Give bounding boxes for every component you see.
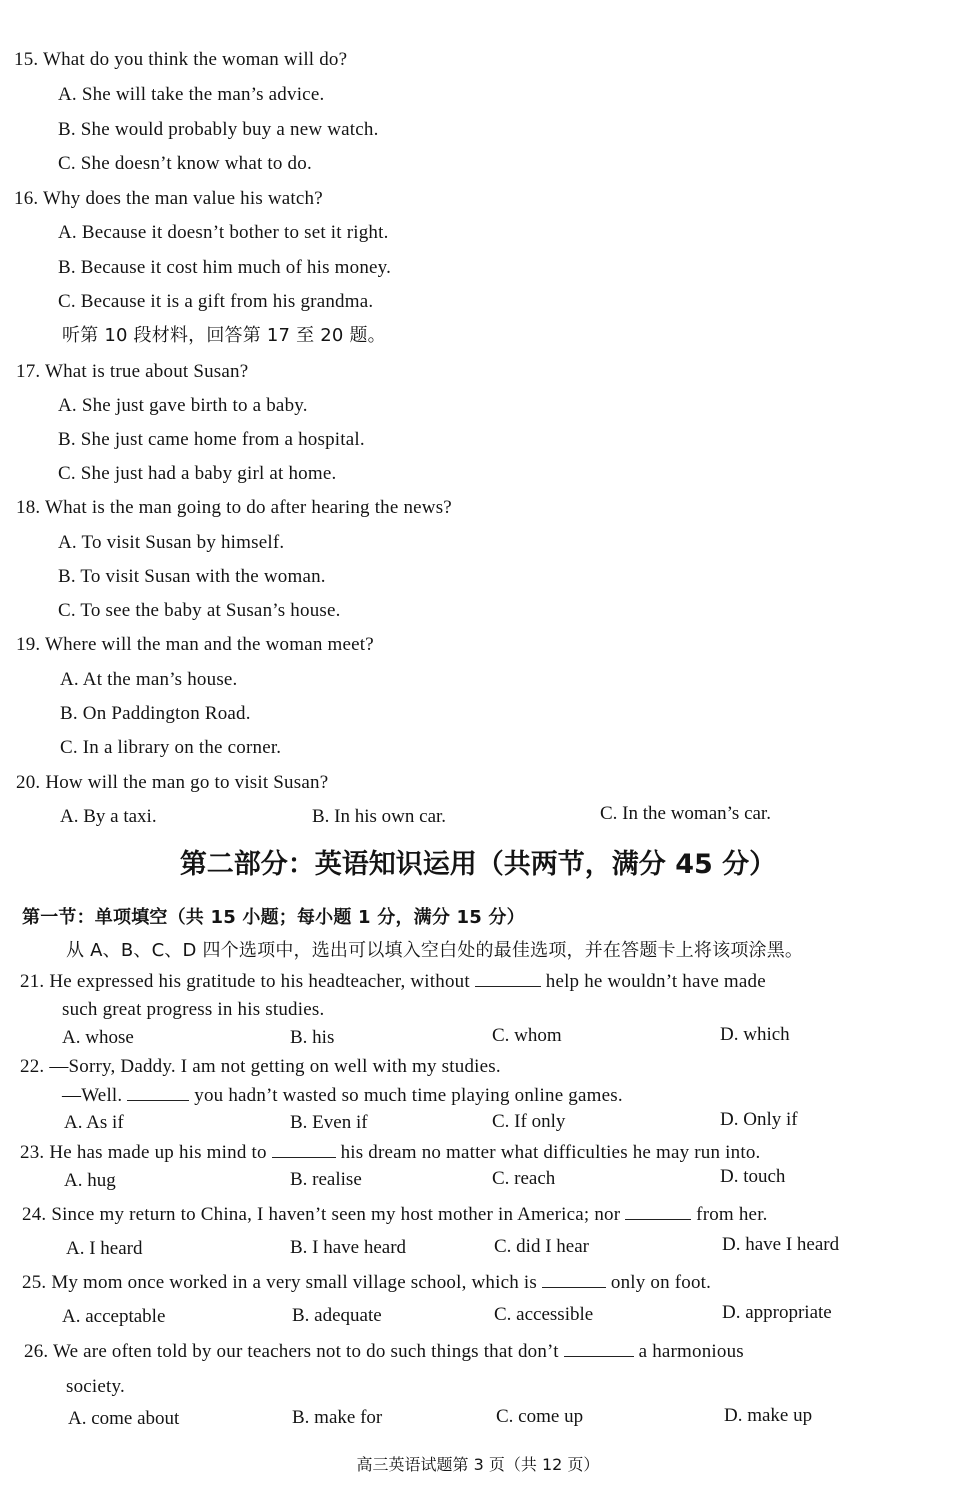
option-a: A. To visit Susan by himself. [58,532,285,553]
question-number: 15. [14,49,39,70]
answer-blank [542,1270,606,1288]
answer-blank [475,969,541,987]
question-text: Where will the man and the woman meet? [44,634,374,655]
option-a: A. I heard [66,1238,143,1259]
option-c: C. If only [492,1111,566,1132]
option-c: C. In a library on the corner. [60,737,282,758]
option-b: B. adequate [292,1305,382,1326]
option-c: C. To see the baby at Susan’s house. [58,600,341,621]
question-26 [24,1339,744,1364]
question-16 [14,187,323,211]
option-c: C. She doesn’t know what to do. [58,153,312,174]
option-a: A. acceptable [62,1306,166,1327]
question-25 [22,1270,711,1295]
option-d: D. appropriate [722,1302,832,1323]
question-text: What is true about Susan? [44,361,249,382]
question-15 [14,48,347,72]
option-b: B. make for [292,1407,383,1428]
question-text: How will the man go to visit Susan? [45,772,329,793]
option-c: C. whom [492,1025,562,1046]
question-text: What do you think the woman will do? [42,49,348,70]
question-text: Why does the man value his watch? [42,188,323,209]
question-19 [16,633,374,657]
option-d: D. which [720,1024,790,1045]
option-b: B. She would probably buy a new watch. [58,119,379,140]
question-20 [16,771,328,795]
question-text-continued: such great progress in his studies. [62,999,325,1020]
option-a: A. come about [68,1408,180,1429]
question-number: 25. [22,1272,47,1293]
question-22-reply [62,1083,623,1108]
option-b: B. Even if [290,1112,368,1133]
question-text: a harmonious [638,1341,744,1362]
option-b: B. To visit Susan with the woman. [58,566,326,587]
option-a: A. whose [62,1027,134,1048]
question-number: 22. [20,1056,45,1077]
option-c: C. reach [492,1168,556,1189]
question-text: his dream no matter what difficulties he may run into. [340,1142,761,1163]
question-text: help he wouldn’t have made [545,971,766,992]
answer-blank [127,1083,189,1101]
question-number: 23. [20,1142,45,1163]
answer-blank [272,1140,336,1158]
option-a: A. By a taxi. [60,806,157,827]
question-number: 18. [16,497,41,518]
question-22 [20,1055,501,1079]
section-title: 第一节：单项填空（共 15 小题；每小题 1 分，满分 15 分） [22,907,525,928]
option-c: C. accessible [494,1304,594,1325]
question-number: 20. [16,772,41,793]
question-number: 24. [22,1204,47,1225]
option-b: B. In his own car. [312,806,447,827]
question-text: you hadn’t wasted so much time playing online games. [194,1085,623,1106]
option-b: B. his [290,1027,335,1048]
option-c: C. Because it is a gift from his grandma. [58,291,374,312]
part-title: 第二部分：英语知识运用（共两节，满分 45 分） [179,849,777,880]
question-text: What is the man going to do after hearing the news? [44,497,452,518]
option-a: A. She will take the man’s advice. [58,84,325,105]
option-c: C. She just had a baby girl at home. [58,463,337,484]
option-c: C. In the woman’s car. [600,803,771,824]
answer-blank [625,1202,691,1220]
listening-instruction: 听第 10 段材料，回答第 17 至 20 题。 [62,325,386,346]
question-text-continued: society. [66,1376,125,1397]
question-number: 17. [16,361,41,382]
page-footer: 高三英语试题第 3 页（共 12 页） [356,1455,600,1474]
option-a: A. She just gave birth to a baby. [58,395,308,416]
question-text: only on foot. [610,1272,712,1293]
question-text: He has made up his mind to [49,1142,267,1163]
option-d: D. make up [724,1405,813,1426]
question-number: 26. [24,1341,49,1362]
option-b: B. I have heard [290,1237,407,1258]
option-d: D. touch [720,1166,786,1187]
question-text: My mom once worked in a very small village school, which is [51,1272,537,1293]
question-text: —Sorry, Daddy. I am not getting on well with my studies. [49,1056,501,1077]
question-24 [22,1202,768,1227]
question-text: We are often told by our teachers not to do such things that don’t [52,1341,559,1362]
question-text: —Well. [62,1085,123,1106]
option-d: D. Only if [720,1109,798,1130]
question-23 [20,1140,760,1165]
question-17 [16,360,248,384]
option-a: A. At the man’s house. [60,669,238,690]
question-text: He expressed his gratitude to his headteacher, without [49,971,470,992]
option-a: A. hug [64,1170,116,1191]
option-a: A. As if [64,1112,124,1133]
option-b: B. She just came home from a hospital. [58,429,365,450]
question-text: from her. [696,1204,768,1225]
question-number: 19. [16,634,41,655]
answer-blank [564,1339,634,1357]
option-d: D. have I heard [722,1234,840,1255]
question-21 [20,969,766,994]
question-number: 16. [14,188,39,209]
section-instruction: 从 A、B、C、D 四个选项中，选出可以填入空白处的最佳选项，并在答题卡上将该项涂黑。 [66,940,804,961]
option-a: A. Because it doesn’t bother to set it right. [58,222,389,243]
option-c: C. come up [496,1406,584,1427]
question-18 [16,496,452,520]
question-text: Since my return to China, I haven’t seen my host mother in America; nor [51,1204,621,1225]
option-b: B. realise [290,1169,362,1190]
option-b: B. On Paddington Road. [60,703,251,724]
question-number: 21. [20,971,45,992]
option-c: C. did I hear [494,1236,589,1257]
option-b: B. Because it cost him much of his money. [58,257,392,278]
